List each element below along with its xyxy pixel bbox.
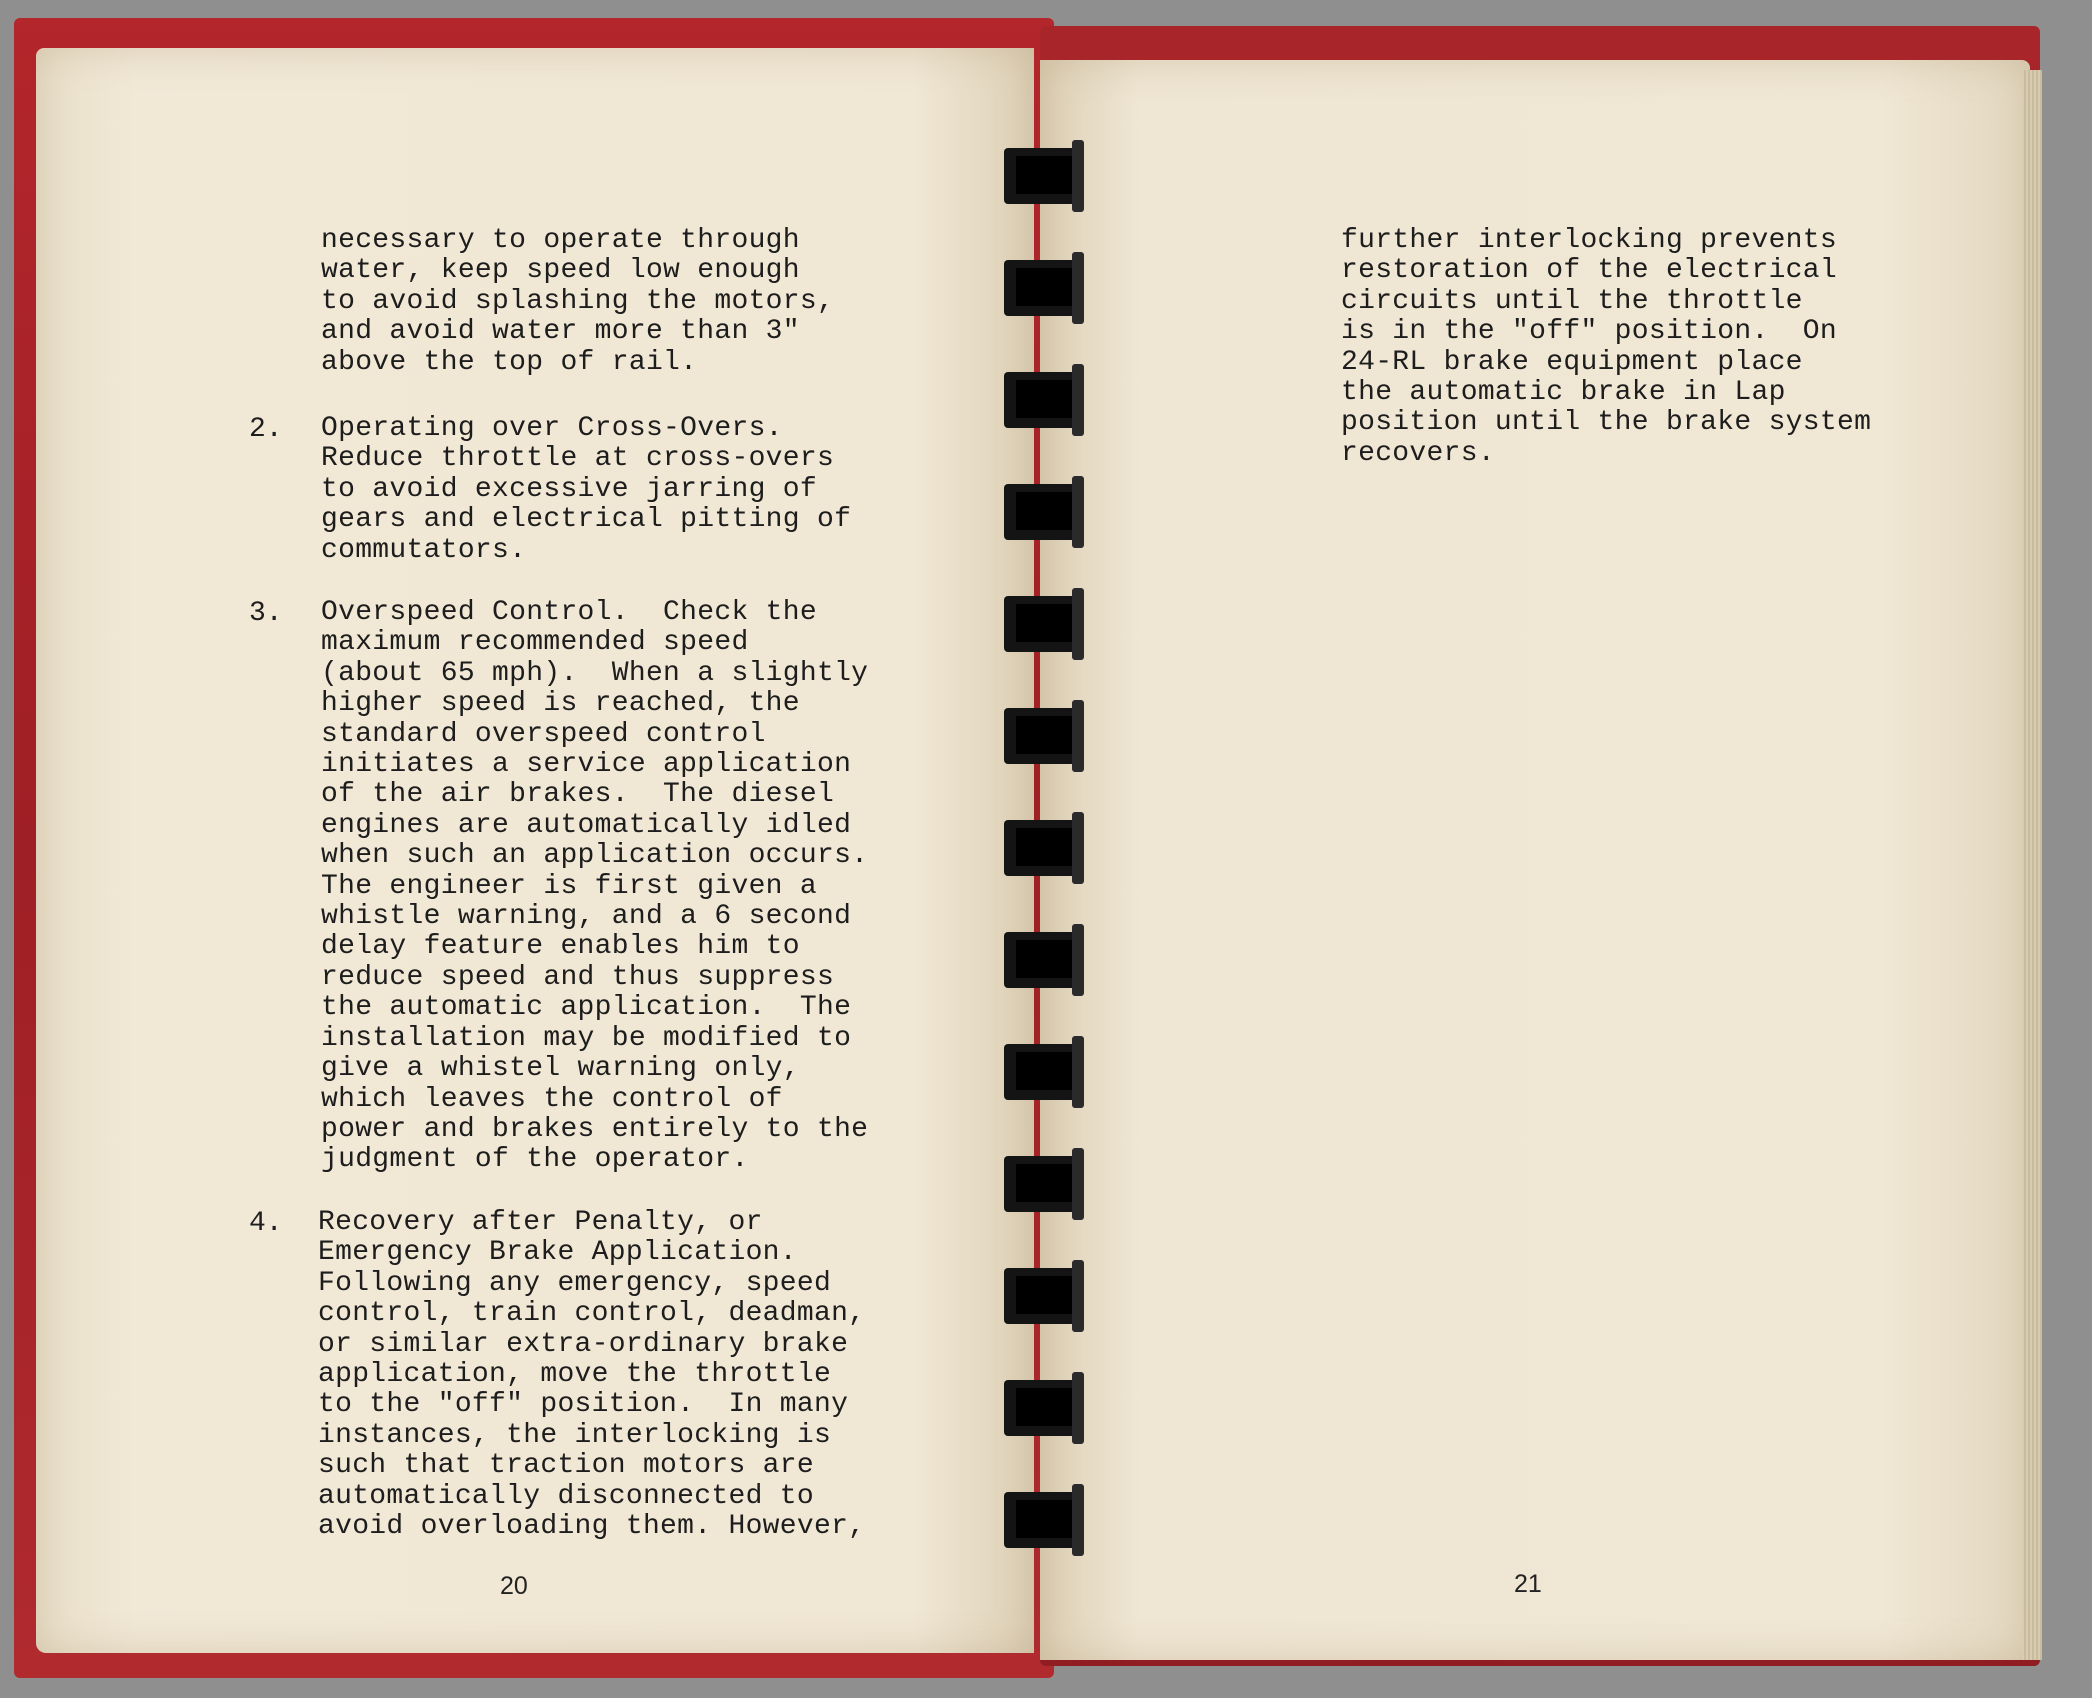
spiral-binding <box>996 130 1086 1570</box>
binding-ring <box>1004 148 1084 204</box>
binding-ring <box>1004 820 1084 876</box>
binding-ring <box>1004 1156 1084 1212</box>
binding-ring <box>1004 1044 1084 1100</box>
binding-ring <box>1004 932 1084 988</box>
item-2-text: Operating over Cross-Overs. Reduce throttle at cross-overs to avoid excessive jarring of gears and electrical pitting of commutators. <box>321 413 852 566</box>
binding-ring <box>1004 484 1084 540</box>
binding-ring <box>1004 1492 1084 1548</box>
binding-ring <box>1004 1380 1084 1436</box>
page-number-left: 20 <box>500 1572 528 1600</box>
item-2-number: 2. <box>249 414 283 445</box>
page-number-right: 21 <box>1514 1570 1542 1598</box>
item-3-text: Overspeed Control. Check the maximum recommended speed (about 65 mph). When a slightly higher speed is reached, the standard overspeed control initiates a service application of the air brakes. The diesel engines are automatically idled when such an application occurs. The engineer is first given a whistle warning, and a 6 second delay feature enables him to reduce speed and thus suppress the automatic application. The installation may be modified to give a whistel warning only, which leaves the control of power and brakes entirely to the judgment of the operator. <box>321 597 869 1176</box>
item-3-number: 3. <box>249 598 283 629</box>
binding-ring <box>1004 372 1084 428</box>
page-stack-edge <box>2022 70 2042 1660</box>
intro-paragraph: necessary to operate through water, keep speed low enough to avoid splashing the motors, and avoid water more than 3" above the top of rail. <box>321 225 835 378</box>
item-4-text: Recovery after Penalty, or Emergency Brake Application. Following any emergency, speed control, train control, deadman, or similar extra-ordinary brake application, move the throttle to the "off" position. In many instances, the interlocking is such that traction motors are automatically disconnected to avoid overloading them. However, <box>318 1207 866 1543</box>
item-4-number: 4. <box>249 1208 283 1239</box>
binding-ring <box>1004 260 1084 316</box>
binding-ring <box>1004 1268 1084 1324</box>
continued-paragraph: further interlocking prevents restoration of the electrical circuits until the throttle is in the "off" position. On 24-RL brake equipment place the automatic brake in Lap position until the brake system recovers. <box>1341 225 1872 469</box>
binding-ring <box>1004 596 1084 652</box>
binding-ring <box>1004 708 1084 764</box>
